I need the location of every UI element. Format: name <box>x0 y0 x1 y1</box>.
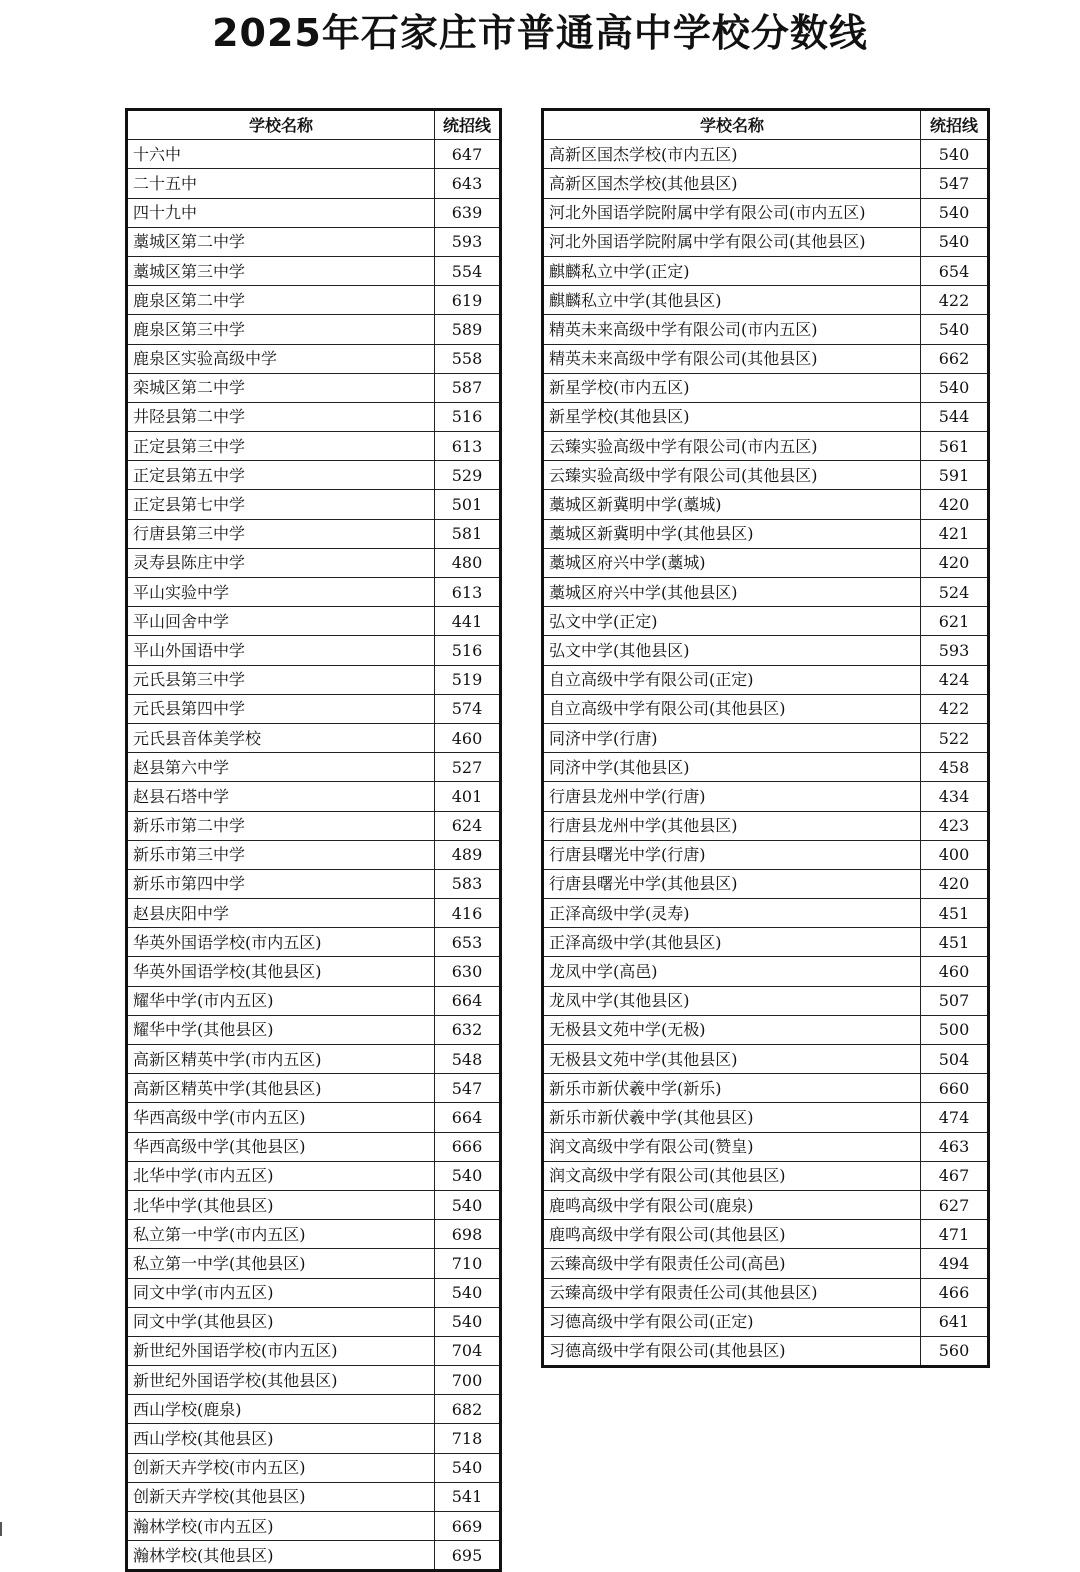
score-cell: 593 <box>921 636 989 665</box>
table-row <box>543 811 989 840</box>
table-row <box>543 140 989 169</box>
table-row <box>127 782 501 811</box>
school-name-cell: 麒麟私立中学(其他县区) <box>543 286 921 315</box>
school-name-cell: 新世纪外国语学校(其他县区) <box>127 1366 435 1395</box>
table-row <box>543 169 989 198</box>
score-cell: 664 <box>435 1103 501 1132</box>
score-cell: 540 <box>435 1161 501 1190</box>
table-row <box>543 665 989 694</box>
school-name-cell: 藁城区府兴中学(藁城) <box>543 548 921 577</box>
table-row <box>127 344 501 373</box>
school-name-cell: 高新区精英中学(其他县区) <box>127 1074 435 1103</box>
table-row <box>543 782 989 811</box>
left-table-body <box>127 140 501 1571</box>
table-row <box>543 198 989 227</box>
school-name-cell: 鹿鸣高级中学有限公司(其他县区) <box>543 1220 921 1249</box>
table-row <box>543 1190 989 1219</box>
table-row <box>127 957 501 986</box>
table-row <box>543 1132 989 1161</box>
school-name-cell: 新乐市新伏羲中学(新乐) <box>543 1074 921 1103</box>
school-name-cell: 平山实验中学 <box>127 578 435 607</box>
table-row <box>127 1366 501 1395</box>
table-row <box>127 169 501 198</box>
school-name-cell: 平山外国语中学 <box>127 636 435 665</box>
school-name-cell: 精英未来高级中学有限公司(市内五区) <box>543 315 921 344</box>
table-row <box>127 432 501 461</box>
table-row <box>543 461 989 490</box>
score-cell: 540 <box>921 373 989 402</box>
table-row <box>127 636 501 665</box>
score-cell: 682 <box>435 1395 501 1424</box>
score-cell: 420 <box>921 869 989 898</box>
score-cell: 460 <box>921 957 989 986</box>
page-title: 2025年石家庄市普通高中学校分数线 <box>212 11 868 55</box>
score-cell: 441 <box>435 607 501 636</box>
school-name-cell: 栾城区第二中学 <box>127 373 435 402</box>
school-name-cell: 同济中学(行唐) <box>543 723 921 752</box>
score-cell: 613 <box>435 578 501 607</box>
school-name-cell: 北华中学(市内五区) <box>127 1161 435 1190</box>
score-cell: 666 <box>435 1132 501 1161</box>
table-row <box>127 490 501 519</box>
school-name-cell: 正定县第七中学 <box>127 490 435 519</box>
school-name-cell: 华英外国语学校(其他县区) <box>127 957 435 986</box>
score-cell: 529 <box>435 461 501 490</box>
school-name-cell: 井陉县第二中学 <box>127 402 435 431</box>
school-name-cell: 平山回舍中学 <box>127 607 435 636</box>
table-row <box>127 1249 501 1278</box>
score-cell: 660 <box>921 1074 989 1103</box>
table-row <box>127 1161 501 1190</box>
school-name-cell: 同济中学(其他县区) <box>543 753 921 782</box>
score-cell: 587 <box>435 373 501 402</box>
score-cell: 591 <box>921 461 989 490</box>
school-name-cell: 自立高级中学有限公司(其他县区) <box>543 694 921 723</box>
school-name-cell: 习德高级中学有限公司(其他县区) <box>543 1336 921 1366</box>
table-row <box>543 1015 989 1044</box>
table-row <box>127 899 501 928</box>
score-cell: 422 <box>921 286 989 315</box>
table-row <box>543 315 989 344</box>
school-name-cell: 弘文中学(其他县区) <box>543 636 921 665</box>
table-row <box>543 578 989 607</box>
score-cell: 630 <box>435 957 501 986</box>
table-row <box>543 899 989 928</box>
score-cell: 653 <box>435 928 501 957</box>
table-row <box>543 519 989 548</box>
score-cell: 540 <box>435 1307 501 1336</box>
school-name-cell: 鹿泉区第三中学 <box>127 315 435 344</box>
school-name-cell: 行唐县龙州中学(其他县区) <box>543 811 921 840</box>
table-row <box>543 607 989 636</box>
school-name-cell: 润文高级中学有限公司(其他县区) <box>543 1161 921 1190</box>
school-name-cell: 新乐市第三中学 <box>127 840 435 869</box>
school-name-cell: 无极县文苑中学(其他县区) <box>543 1045 921 1074</box>
school-name-cell: 藁城区第三中学 <box>127 256 435 285</box>
score-cell: 593 <box>435 227 501 256</box>
table-row <box>543 840 989 869</box>
school-name-cell: 河北外国语学院附属中学有限公司(市内五区) <box>543 198 921 227</box>
table-row <box>127 869 501 898</box>
school-name-cell: 新星学校(市内五区) <box>543 373 921 402</box>
school-name-cell: 二十五中 <box>127 169 435 198</box>
score-cell: 527 <box>435 753 501 782</box>
school-name-cell: 云臻实验高级中学有限公司(其他县区) <box>543 461 921 490</box>
school-name-cell: 麒麟私立中学(正定) <box>543 256 921 285</box>
table-row <box>127 140 501 169</box>
table-row <box>543 1220 989 1249</box>
score-cell: 451 <box>921 899 989 928</box>
school-name-cell: 耀华中学(市内五区) <box>127 986 435 1015</box>
score-cell: 718 <box>435 1424 501 1453</box>
school-name-cell: 私立第一中学(市内五区) <box>127 1220 435 1249</box>
table-row <box>127 986 501 1015</box>
school-name-cell: 云臻实验高级中学有限公司(市内五区) <box>543 432 921 461</box>
score-cell: 516 <box>435 402 501 431</box>
school-name-cell: 无极县文苑中学(无极) <box>543 1015 921 1044</box>
school-name-cell: 瀚林学校(市内五区) <box>127 1512 435 1541</box>
table-row <box>127 665 501 694</box>
school-name-cell: 赵县第六中学 <box>127 753 435 782</box>
table-row <box>127 256 501 285</box>
table-row <box>543 227 989 256</box>
table-row <box>127 1220 501 1249</box>
school-name-cell: 云臻高级中学有限责任公司(高邑) <box>543 1249 921 1278</box>
school-name-cell: 华英外国语学校(市内五区) <box>127 928 435 957</box>
score-cell: 547 <box>921 169 989 198</box>
school-name-cell: 创新天卉学校(市内五区) <box>127 1453 435 1482</box>
score-cell: 547 <box>435 1074 501 1103</box>
score-cell: 544 <box>921 402 989 431</box>
table-row <box>127 1307 501 1336</box>
school-name-cell: 润文高级中学有限公司(赞皇) <box>543 1132 921 1161</box>
score-cell: 574 <box>435 694 501 723</box>
score-cell: 421 <box>921 519 989 548</box>
school-name-cell: 藁城区新冀明中学(其他县区) <box>543 519 921 548</box>
table-row <box>543 869 989 898</box>
score-cell: 583 <box>435 869 501 898</box>
table-row <box>543 1161 989 1190</box>
school-name-cell: 高新区国杰学校(市内五区) <box>543 140 921 169</box>
right-table-body <box>543 140 989 1367</box>
school-name-cell: 四十九中 <box>127 198 435 227</box>
school-name-cell: 龙凤中学(高邑) <box>543 957 921 986</box>
table-row <box>127 1453 501 1482</box>
school-name-cell: 创新天卉学校(其他县区) <box>127 1482 435 1511</box>
score-cell: 420 <box>921 490 989 519</box>
score-cell: 460 <box>435 723 501 752</box>
table-row <box>127 753 501 782</box>
left-score-table <box>125 108 502 1572</box>
school-name-cell: 正定县第五中学 <box>127 461 435 490</box>
school-name-cell: 自立高级中学有限公司(正定) <box>543 665 921 694</box>
school-name-cell: 华西高级中学(市内五区) <box>127 1103 435 1132</box>
school-name-cell: 元氏县第三中学 <box>127 665 435 694</box>
table-row <box>127 1190 501 1219</box>
table-row <box>543 490 989 519</box>
school-name-cell: 北华中学(其他县区) <box>127 1190 435 1219</box>
score-cell: 540 <box>921 227 989 256</box>
score-cell: 467 <box>921 1161 989 1190</box>
table-row <box>127 694 501 723</box>
school-name-cell: 藁城区府兴中学(其他县区) <box>543 578 921 607</box>
school-name-cell: 鹿泉区第二中学 <box>127 286 435 315</box>
table-row <box>543 957 989 986</box>
school-name-cell: 习德高级中学有限公司(正定) <box>543 1307 921 1336</box>
table-row <box>127 315 501 344</box>
column-header-school-name: 学校名称 <box>127 110 435 140</box>
score-cell: 494 <box>921 1249 989 1278</box>
school-name-cell: 正泽高级中学(其他县区) <box>543 928 921 957</box>
school-name-cell: 龙凤中学(其他县区) <box>543 986 921 1015</box>
table-row <box>543 694 989 723</box>
table-row <box>543 373 989 402</box>
school-name-cell: 行唐县曙光中学(行唐) <box>543 840 921 869</box>
score-cell: 474 <box>921 1103 989 1132</box>
school-name-cell: 赵县庆阳中学 <box>127 899 435 928</box>
table-row <box>543 344 989 373</box>
score-cell: 420 <box>921 548 989 577</box>
score-cell: 662 <box>921 344 989 373</box>
school-name-cell: 西山学校(其他县区) <box>127 1424 435 1453</box>
score-cell: 516 <box>435 636 501 665</box>
table-row <box>127 811 501 840</box>
score-cell: 541 <box>435 1482 501 1511</box>
table-row <box>127 1074 501 1103</box>
score-cell: 466 <box>921 1278 989 1307</box>
score-cell: 501 <box>435 490 501 519</box>
score-cell: 424 <box>921 665 989 694</box>
table-row <box>543 432 989 461</box>
table-row <box>127 402 501 431</box>
school-name-cell: 同文中学(其他县区) <box>127 1307 435 1336</box>
score-cell: 500 <box>921 1015 989 1044</box>
score-cell: 540 <box>921 140 989 169</box>
edge-mark <box>0 1522 2 1536</box>
table-row <box>543 753 989 782</box>
school-name-cell: 行唐县第三中学 <box>127 519 435 548</box>
table-row <box>543 1336 989 1366</box>
table-header-row <box>127 110 501 140</box>
score-cell: 540 <box>435 1278 501 1307</box>
table-row <box>127 1424 501 1453</box>
school-name-cell: 新星学校(其他县区) <box>543 402 921 431</box>
score-cell: 700 <box>435 1366 501 1395</box>
school-name-cell: 鹿泉区实验高级中学 <box>127 344 435 373</box>
table-header-row <box>543 110 989 140</box>
table-row <box>127 1278 501 1307</box>
table-row <box>543 1249 989 1278</box>
score-cell: 710 <box>435 1249 501 1278</box>
school-name-cell: 西山学校(鹿泉) <box>127 1395 435 1424</box>
score-cell: 504 <box>921 1045 989 1074</box>
school-name-cell: 鹿鸣高级中学有限公司(鹿泉) <box>543 1190 921 1219</box>
right-score-table <box>541 108 990 1368</box>
school-name-cell: 行唐县龙州中学(行唐) <box>543 782 921 811</box>
score-cell: 489 <box>435 840 501 869</box>
table-row <box>543 1307 989 1336</box>
school-name-cell: 私立第一中学(其他县区) <box>127 1249 435 1278</box>
school-name-cell: 河北外国语学院附属中学有限公司(其他县区) <box>543 227 921 256</box>
score-cell: 548 <box>435 1045 501 1074</box>
column-header-score: 统招线 <box>921 110 989 140</box>
table-row <box>127 227 501 256</box>
table-row <box>127 1132 501 1161</box>
school-name-cell: 华西高级中学(其他县区) <box>127 1132 435 1161</box>
score-cell: 422 <box>921 694 989 723</box>
score-cell: 507 <box>921 986 989 1015</box>
score-cell: 647 <box>435 140 501 169</box>
school-name-cell: 行唐县曙光中学(其他县区) <box>543 869 921 898</box>
table-row <box>127 723 501 752</box>
table-row <box>543 723 989 752</box>
school-name-cell: 十六中 <box>127 140 435 169</box>
school-name-cell: 新乐市第四中学 <box>127 869 435 898</box>
table-row <box>543 402 989 431</box>
score-cell: 643 <box>435 169 501 198</box>
score-cell: 463 <box>921 1132 989 1161</box>
school-name-cell: 新乐市第二中学 <box>127 811 435 840</box>
school-name-cell: 新乐市新伏羲中学(其他县区) <box>543 1103 921 1132</box>
score-cell: 695 <box>435 1541 501 1571</box>
score-cell: 581 <box>435 519 501 548</box>
score-cell: 627 <box>921 1190 989 1219</box>
table-row <box>127 373 501 402</box>
school-name-cell: 耀华中学(其他县区) <box>127 1015 435 1044</box>
score-cell: 522 <box>921 723 989 752</box>
school-name-cell: 精英未来高级中学有限公司(其他县区) <box>543 344 921 373</box>
school-name-cell: 云臻高级中学有限责任公司(其他县区) <box>543 1278 921 1307</box>
table-row <box>127 286 501 315</box>
table-row <box>543 286 989 315</box>
score-cell: 471 <box>921 1220 989 1249</box>
table-row <box>543 1278 989 1307</box>
score-cell: 613 <box>435 432 501 461</box>
table-row <box>543 636 989 665</box>
score-cell: 401 <box>435 782 501 811</box>
score-cell: 540 <box>921 315 989 344</box>
school-name-cell: 高新区精英中学(市内五区) <box>127 1045 435 1074</box>
score-cell: 519 <box>435 665 501 694</box>
score-cell: 664 <box>435 986 501 1015</box>
school-name-cell: 同文中学(市内五区) <box>127 1278 435 1307</box>
score-cell: 654 <box>921 256 989 285</box>
school-name-cell: 高新区国杰学校(其他县区) <box>543 169 921 198</box>
score-cell: 458 <box>921 753 989 782</box>
score-cell: 621 <box>921 607 989 636</box>
score-cell: 641 <box>921 1307 989 1336</box>
table-row <box>127 578 501 607</box>
score-cell: 434 <box>921 782 989 811</box>
score-cell: 400 <box>921 840 989 869</box>
table-row <box>127 1336 501 1365</box>
table-row <box>543 1045 989 1074</box>
score-cell: 558 <box>435 344 501 373</box>
school-name-cell: 正定县第三中学 <box>127 432 435 461</box>
school-name-cell: 元氏县音体美学校 <box>127 723 435 752</box>
score-cell: 416 <box>435 899 501 928</box>
school-name-cell: 藁城区新冀明中学(藁城) <box>543 490 921 519</box>
school-name-cell: 新世纪外国语学校(市内五区) <box>127 1336 435 1365</box>
table-row <box>543 928 989 957</box>
table-row <box>127 1103 501 1132</box>
table-row <box>127 607 501 636</box>
school-name-cell: 元氏县第四中学 <box>127 694 435 723</box>
score-cell: 589 <box>435 315 501 344</box>
table-row <box>127 1482 501 1511</box>
score-cell: 619 <box>435 286 501 315</box>
table-row <box>127 840 501 869</box>
score-cell: 624 <box>435 811 501 840</box>
column-header-score: 统招线 <box>435 110 501 140</box>
score-cell: 451 <box>921 928 989 957</box>
school-name-cell: 瀚林学校(其他县区) <box>127 1541 435 1571</box>
score-cell: 561 <box>921 432 989 461</box>
score-cell: 423 <box>921 811 989 840</box>
table-row <box>127 198 501 227</box>
table-row <box>127 548 501 577</box>
table-row <box>543 548 989 577</box>
score-cell: 639 <box>435 198 501 227</box>
score-cell: 524 <box>921 578 989 607</box>
table-row <box>543 1074 989 1103</box>
score-cell: 480 <box>435 548 501 577</box>
table-row <box>543 1103 989 1132</box>
table-row <box>127 461 501 490</box>
school-name-cell: 灵寿县陈庄中学 <box>127 548 435 577</box>
table-row <box>127 1395 501 1424</box>
score-cell: 704 <box>435 1336 501 1365</box>
score-cell: 540 <box>921 198 989 227</box>
table-row <box>127 928 501 957</box>
score-cell: 554 <box>435 256 501 285</box>
table-row <box>543 986 989 1015</box>
school-name-cell: 弘文中学(正定) <box>543 607 921 636</box>
table-row <box>127 1045 501 1074</box>
score-cell: 632 <box>435 1015 501 1044</box>
column-header-school-name: 学校名称 <box>543 110 921 140</box>
score-cell: 669 <box>435 1512 501 1541</box>
score-cell: 560 <box>921 1336 989 1366</box>
table-row <box>127 519 501 548</box>
table-row <box>127 1512 501 1541</box>
table-row <box>543 256 989 285</box>
school-name-cell: 赵县石塔中学 <box>127 782 435 811</box>
score-cell: 540 <box>435 1190 501 1219</box>
score-cell: 540 <box>435 1453 501 1482</box>
score-cell: 698 <box>435 1220 501 1249</box>
table-row <box>127 1015 501 1044</box>
school-name-cell: 藁城区第二中学 <box>127 227 435 256</box>
school-name-cell: 正泽高级中学(灵寿) <box>543 899 921 928</box>
